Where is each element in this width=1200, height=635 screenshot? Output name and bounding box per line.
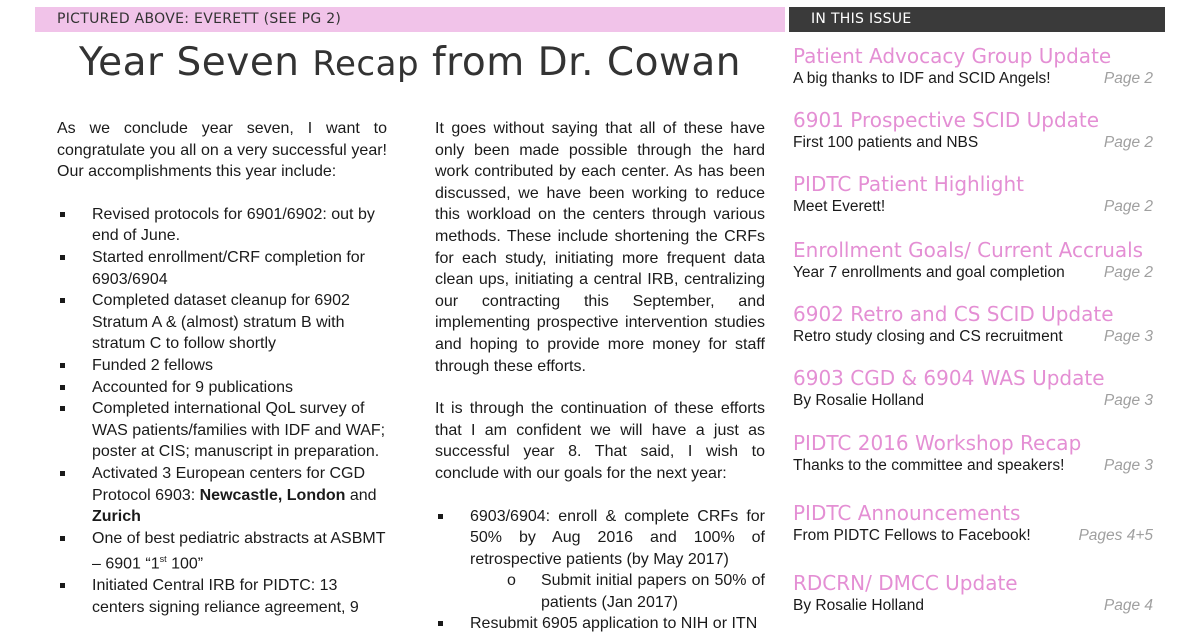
- list-item-text: Activated 3 European centers for CGD Protocol 6903:: [92, 464, 366, 504]
- toc-entry-description: First 100 patients and NBS: [793, 134, 979, 151]
- in-this-issue-header: [789, 7, 1165, 32]
- toc-entry-6902-retro[interactable]: [793, 302, 1163, 350]
- toc-entry-page: Page 2: [1103, 134, 1153, 151]
- toc-entry-title: RDCRN/ DMCC Update: [793, 571, 1018, 595]
- sub-bullet-marker: o: [507, 572, 516, 590]
- list-item: [435, 613, 765, 635]
- toc-entry-announcements[interactable]: [793, 501, 1163, 549]
- list-item-text: Completed dataset cleanup for 6902 Stratum A & (almost) stratum B with stratum C to follow shortly: [92, 292, 350, 353]
- toc-entry-description: Year 7 enrollments and goal completion: [793, 264, 1065, 281]
- toc-entry-patient-highlight[interactable]: [793, 172, 1163, 220]
- bullet-marker: [60, 406, 65, 411]
- goals-list: [435, 506, 765, 571]
- list-item-text: Resubmit 6905 application to NIH or ITN: [470, 615, 758, 633]
- article-title: [35, 40, 785, 85]
- toc-entry-description: A big thanks to IDF and SCID Angels!: [793, 70, 1051, 87]
- toc-entry-enrollment-goals[interactable]: [793, 238, 1163, 286]
- article-column-2: [435, 118, 765, 635]
- toc-entry-description: Retro study closing and CS recruitment: [793, 328, 1063, 345]
- toc-entry-page: Page 3: [1103, 457, 1153, 474]
- list-item-bold: Newcastle, London: [199, 486, 346, 504]
- superscript: st: [159, 554, 167, 565]
- list-item-text: Initiated Central IRB for PIDTC: 13 centers signing reliance agreement, 9: [92, 577, 359, 616]
- toc-entry-page: Pages 4+5: [1078, 527, 1153, 544]
- toc-entry-description: Thanks to the committee and speakers!: [793, 457, 1065, 474]
- list-item-text: One of best pediatric abstracts at ASBMT – 6901 “1: [92, 529, 386, 573]
- list-item: [57, 247, 387, 290]
- toc-entry-description: By Rosalie Holland: [793, 597, 924, 614]
- list-item-text: Accounted for 9 publications: [92, 378, 294, 396]
- list-item: [435, 506, 765, 571]
- toc-entry-title: PIDTC 2016 Workshop Recap: [793, 431, 1082, 455]
- list-item-text: Revised protocols for 6901/6902: out by end of June.: [92, 205, 375, 245]
- toc-entry-page: Page 2: [1103, 198, 1153, 215]
- list-item-bold: Zurich: [92, 508, 141, 526]
- toc-entry-title: 6901 Prospective SCID Update: [793, 108, 1100, 132]
- toc-entry-description: By Rosalie Holland: [793, 392, 924, 409]
- list-item-text: Completed international QoL survey of WAS patients/families with IDF and WAF; poster at CIS; manuscript in preparation.: [92, 400, 386, 461]
- bullet-marker: [60, 583, 65, 588]
- bullet-marker: [438, 621, 443, 626]
- bullet-marker: [60, 471, 65, 476]
- toc-entry-page: Page 2: [1103, 70, 1153, 87]
- toc-entry-6901-scid[interactable]: [793, 108, 1163, 156]
- bullet-marker: [438, 514, 443, 519]
- toc-entry-title: 6902 Retro and CS SCID Update: [793, 302, 1114, 326]
- toc-entry-page: Page 3: [1103, 328, 1153, 345]
- sub-list-item: [435, 570, 765, 613]
- toc-entry-description: From PIDTC Fellows to Facebook!: [793, 527, 1031, 544]
- toc-entry-title: PIDTC Patient Highlight: [793, 172, 1025, 196]
- list-item: [57, 204, 387, 247]
- list-item: [57, 463, 387, 528]
- toc-entry-workshop-recap[interactable]: [793, 431, 1163, 479]
- bullet-marker: [60, 298, 65, 303]
- photo-caption: PICTURED ABOVE: EVERETT (SEE PG 2): [57, 11, 342, 27]
- list-item-text: Funded 2 fellows: [92, 356, 213, 374]
- list-item: [57, 377, 387, 399]
- toc-entry-title: Enrollment Goals/ Current Accruals: [793, 238, 1144, 262]
- title-part-3: from Dr. Cowan: [419, 40, 741, 85]
- in-this-issue-label: IN THIS ISSUE: [811, 11, 912, 27]
- list-item: [57, 398, 387, 463]
- toc-entry-title: 6903 CGD & 6904 WAS Update: [793, 366, 1105, 390]
- sub-list-item-text: Submit initial papers on 50% of patients (Jan 2017): [541, 572, 765, 611]
- list-item: [57, 575, 387, 618]
- goals-list-continued: [435, 613, 765, 635]
- title-part-2: Recap: [312, 44, 420, 84]
- list-item: [57, 355, 387, 377]
- efforts-paragraph: It goes without saying that all of these have only been made possible through the hard work contributed by each center. As has been discussed, we have been working to reduce this workload on the centers through various methods. These include shortening the CRFs for each study, initiating more frequent data clean ups, initiating a central IRB, centralizing our contracting this September, and implementing prospective intervention studies and hoping to provide more money for staff through these efforts.: [435, 120, 765, 375]
- bullet-marker: [60, 385, 65, 390]
- title-part-1: Year Seven: [79, 40, 313, 85]
- bullet-marker: [60, 212, 65, 217]
- list-item-text: 6903/6904: enroll & complete CRFs for 50% by Aug 2016 and 100% of retrospective patients (by May 2017): [470, 507, 765, 568]
- article-column-1: [57, 118, 387, 618]
- bullet-marker: [60, 536, 65, 541]
- bullet-marker: [60, 255, 65, 260]
- photo-caption-bar: [35, 7, 785, 32]
- toc-entry-description: Meet Everett!: [793, 198, 886, 215]
- toc-entry-page: Page 2: [1103, 264, 1153, 281]
- toc-entry-rdcrn-dmcc[interactable]: [793, 571, 1163, 619]
- list-item: [57, 290, 387, 355]
- list-item-text: 100”: [166, 555, 204, 573]
- toc-entry-title: Patient Advocacy Group Update: [793, 44, 1112, 68]
- toc-entry-patient-advocacy[interactable]: [793, 44, 1163, 92]
- accomplishments-list: [57, 204, 387, 619]
- toc-entry-6903-6904[interactable]: [793, 366, 1163, 414]
- list-item-text: Started enrollment/CRF completion for 6903/6904: [92, 248, 365, 288]
- toc-entry-title: PIDTC Announcements: [793, 501, 1021, 525]
- intro-paragraph: As we conclude year seven, I want to congratulate you all on a very successful year! Our accomplishments this year include:: [57, 120, 387, 181]
- list-item: [57, 528, 387, 576]
- bullet-marker: [60, 363, 65, 368]
- list-item-text: and: [345, 486, 377, 504]
- toc-entry-page: Page 4: [1103, 597, 1153, 614]
- toc-entry-page: Page 3: [1103, 392, 1153, 409]
- goals-intro-paragraph: It is through the continuation of these efforts that I am confident we will have a just as successful year 8. That said, I wish to conclude with our goals for the next year:: [435, 400, 765, 482]
